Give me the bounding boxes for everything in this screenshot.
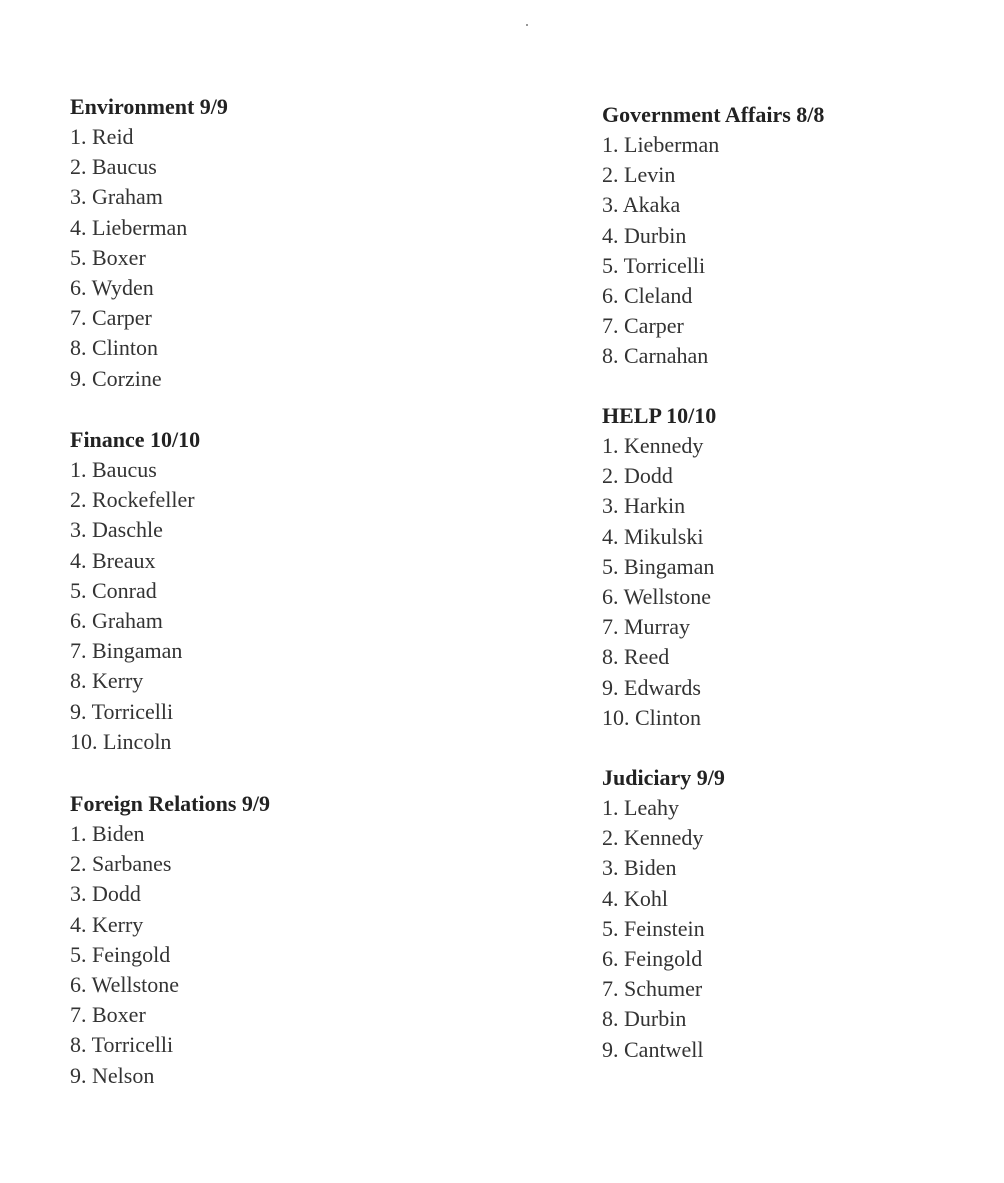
- member-item: 4. Kohl: [602, 885, 668, 911]
- member-item: 8. Torricelli: [70, 1032, 174, 1058]
- member-item: 2. Kennedy: [602, 825, 704, 851]
- member-item: 3. Akaka: [602, 192, 681, 218]
- committee-environment: [70, 92, 450, 394]
- member-item: 2. Dodd: [602, 463, 673, 489]
- member-item: 8. Carnahan: [602, 343, 709, 369]
- member-item: 8. Durbin: [602, 1006, 687, 1032]
- member-item: 5. Torricelli: [602, 252, 706, 278]
- member-item: 4. Breaux: [70, 547, 156, 573]
- member-item: 2. Sarbanes: [70, 851, 172, 877]
- member-list: [602, 431, 982, 733]
- member-item: 10. Lincoln: [70, 728, 172, 754]
- member-item: 1. Baucus: [70, 457, 157, 482]
- member-item: 8. Kerry: [70, 668, 144, 694]
- member-item: 6. Cleland: [602, 282, 693, 308]
- committee-heading: Foreign Relations 9/9: [70, 791, 271, 816]
- member-item: 5. Feingold: [70, 941, 171, 967]
- scan-speck: [526, 24, 528, 26]
- member-list: [70, 455, 450, 757]
- member-item: 2. Baucus: [70, 154, 157, 180]
- member-item: 10. Clinton: [602, 704, 702, 730]
- member-item: 7. Schumer: [602, 976, 703, 1002]
- committee-judiciary: [602, 763, 982, 1065]
- member-item: 5. Boxer: [70, 244, 146, 270]
- committee-finance: [70, 425, 450, 757]
- member-item: 9. Torricelli: [70, 698, 174, 724]
- member-item: 1. Reid: [70, 124, 134, 149]
- member-item: 7. Carper: [602, 313, 684, 339]
- member-item: 8. Reed: [602, 644, 670, 670]
- member-item: 9. Edwards: [602, 674, 701, 700]
- member-list: [70, 122, 450, 394]
- member-item: 7. Murray: [602, 614, 690, 640]
- member-item: 9. Corzine: [70, 365, 162, 391]
- member-item: 6. Feingold: [602, 945, 703, 971]
- member-item: 4. Kerry: [70, 911, 144, 937]
- member-item: 5. Conrad: [70, 577, 157, 603]
- member-item: 6. Graham: [70, 607, 163, 633]
- member-item: 7. Bingaman: [70, 638, 183, 664]
- member-item: 7. Carper: [70, 305, 152, 331]
- member-item: 5. Bingaman: [602, 553, 715, 579]
- member-item: 7. Boxer: [70, 1002, 146, 1028]
- member-item: 4. Lieberman: [70, 214, 188, 240]
- member-item: 2. Rockefeller: [70, 487, 195, 513]
- member-item: 1. Leahy: [602, 795, 679, 820]
- member-item: 3. Graham: [70, 184, 163, 210]
- member-item: 3. Dodd: [70, 881, 141, 907]
- member-item: 3. Harkin: [602, 493, 686, 519]
- member-item: 6. Wellstone: [602, 583, 712, 609]
- member-item: 4. Mikulski: [602, 523, 704, 549]
- member-item: 1. Lieberman: [602, 132, 720, 157]
- committee-help: [602, 401, 982, 733]
- member-item: 9. Cantwell: [602, 1036, 704, 1062]
- member-item: 6. Wellstone: [70, 971, 180, 997]
- committee-heading: Government Affairs 8/8: [602, 102, 825, 127]
- member-item: 3. Biden: [602, 855, 677, 881]
- member-item: 1. Kennedy: [602, 433, 704, 458]
- member-list: [602, 793, 982, 1065]
- member-item: 8. Clinton: [70, 335, 159, 361]
- member-item: 1. Biden: [70, 821, 145, 846]
- committee-heading: Finance 10/10: [70, 427, 201, 452]
- committee-foreign-relations: [70, 789, 450, 1091]
- committee-heading: Environment 9/9: [70, 94, 228, 119]
- member-item: 2. Levin: [602, 162, 676, 188]
- member-item: 3. Daschle: [70, 517, 163, 543]
- member-list: [70, 819, 450, 1091]
- committee-government-affairs: [602, 100, 982, 372]
- member-item: 4. Durbin: [602, 222, 687, 248]
- committee-heading: Judiciary 9/9: [602, 765, 725, 790]
- member-item: 6. Wyden: [70, 274, 154, 300]
- member-item: 9. Nelson: [70, 1062, 155, 1088]
- member-item: 5. Feinstein: [602, 915, 705, 941]
- committee-heading: HELP 10/10: [602, 403, 717, 428]
- member-list: [602, 130, 982, 372]
